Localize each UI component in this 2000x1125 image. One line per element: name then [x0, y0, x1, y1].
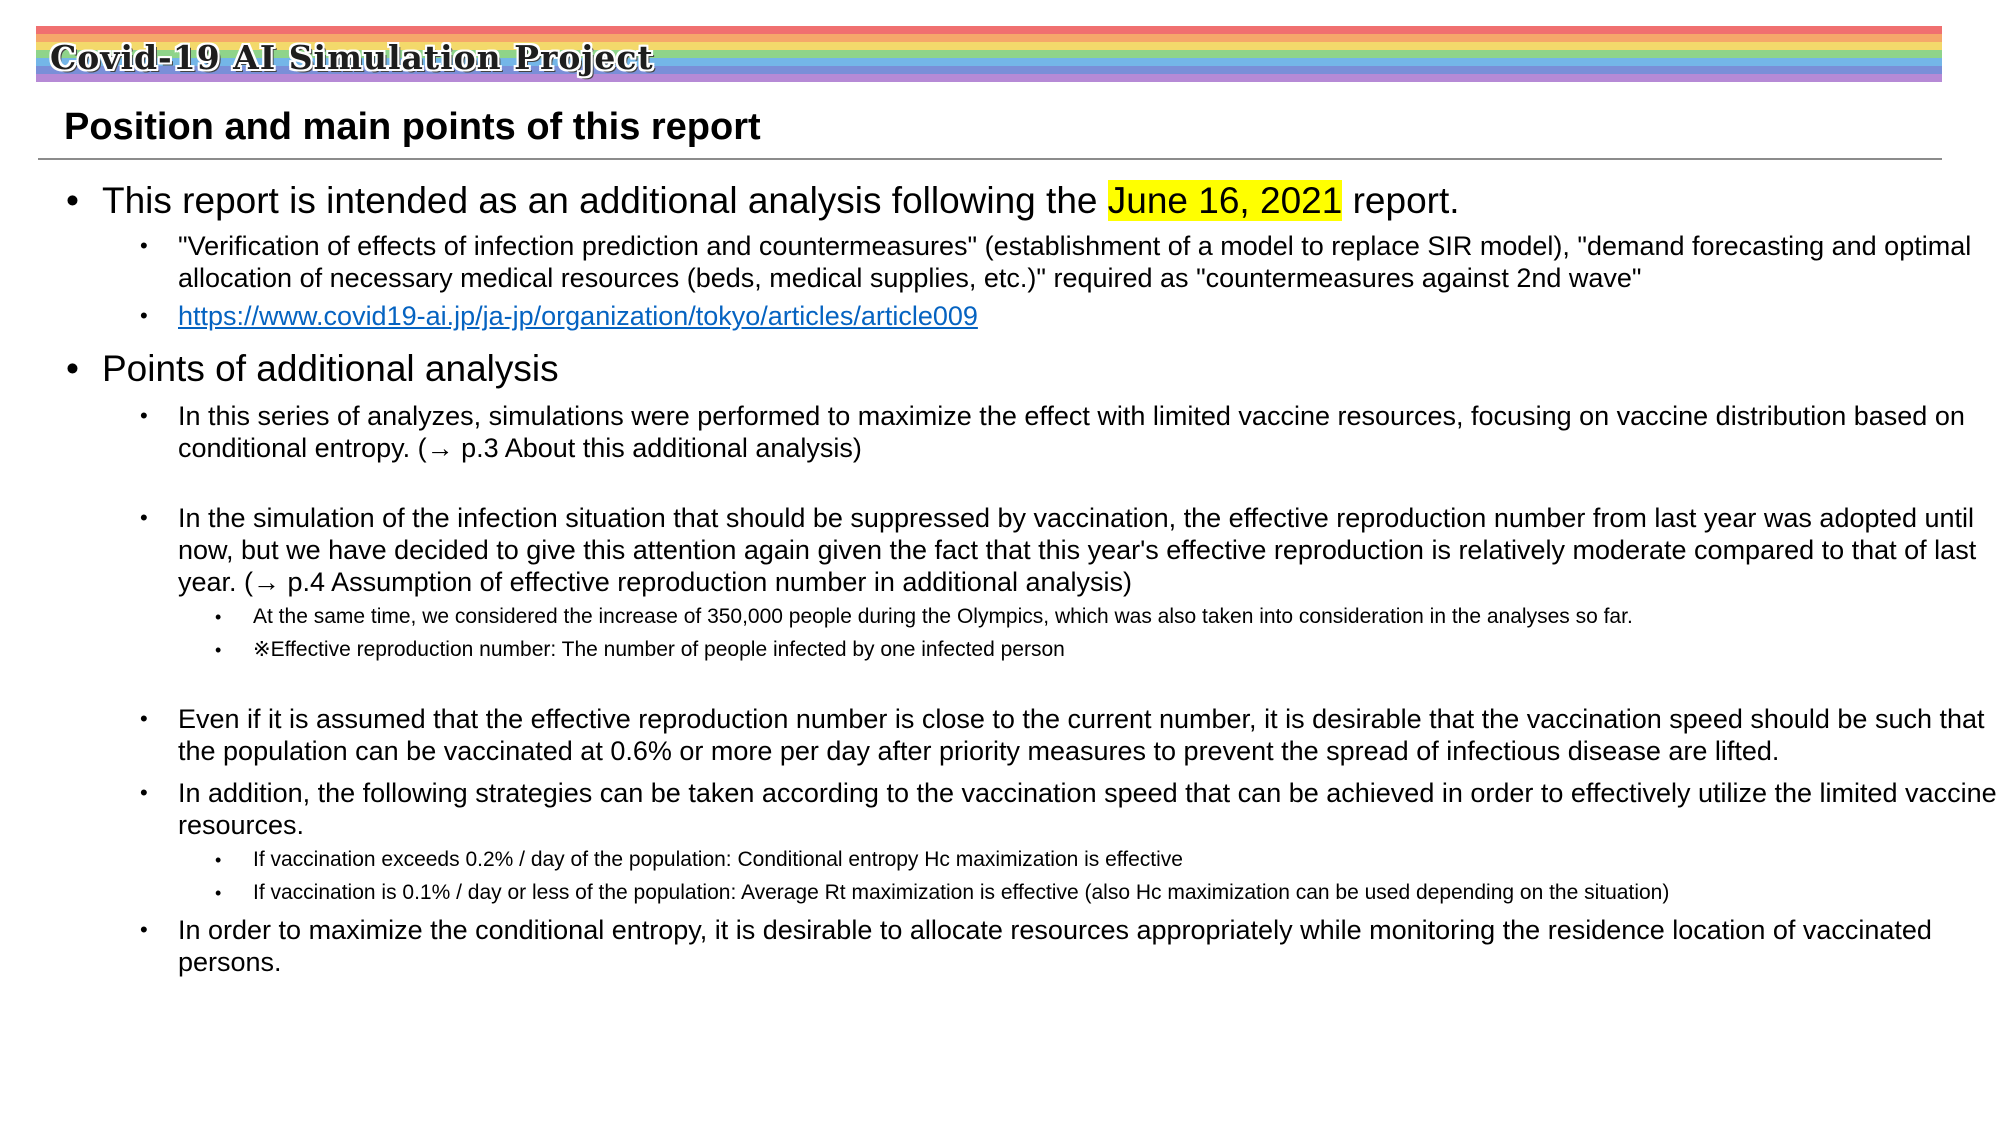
bullet-icon: •	[140, 505, 148, 530]
bullet-icon: •	[140, 780, 148, 805]
list-item-text: In this series of analyzes, simulations were performed to maximize the effect with limited vaccine resources, focusing on vaccine distribution based on conditional entropy. (→ p.3 About this additional analysis)	[178, 401, 1965, 463]
report-content	[60, 178, 1997, 978]
section-report-intent	[60, 178, 1960, 224]
title-divider	[38, 158, 1942, 160]
sub-list-item-text: ※Effective reproduction number: The number of people infected by one infected person	[253, 638, 1065, 661]
sub-list-item	[60, 602, 1960, 632]
section-additional-analysis	[60, 346, 1960, 392]
bullet-icon: •	[66, 180, 79, 221]
bullet-icon: •	[215, 883, 222, 903]
report-link[interactable]: https://www.covid19-ai.jp/ja-jp/organization/tokyo/articles/article009	[178, 301, 978, 331]
list-item	[60, 703, 2000, 767]
bullet-icon: •	[215, 640, 222, 660]
list-item	[60, 914, 2000, 978]
banner-title: Covid-19 AI Simulation Project	[50, 38, 654, 77]
list-item-text: "Verification of effects of infection prediction and countermeasures" (establishment of a model to replace SIR model), "demand forecasting and optimal allocation of necessary medical resources (beds, medical supplies, etc.)" required as "countermeasures against 2nd wave"	[178, 231, 1972, 293]
bullet-icon: •	[215, 850, 222, 870]
rainbow-banner	[36, 26, 1942, 90]
list-item	[60, 502, 2000, 598]
bullet-icon: •	[215, 607, 222, 627]
bullet-icon: •	[66, 348, 79, 389]
sub-list-item-text: If vaccination is 0.1% / day or less of the population: Average Rt maximization is effective (also Hc maximization can be used depending on the situation)	[253, 881, 1670, 904]
list-item	[60, 300, 2000, 332]
bullet-icon: •	[140, 403, 148, 428]
section-title: Points of additional analysis	[102, 348, 559, 389]
sub-list-item	[60, 878, 1960, 908]
sub-list-item	[60, 845, 1960, 875]
bullet-icon: •	[140, 706, 148, 731]
list-item-text: In order to maximize the conditional entropy, it is desirable to allocate resources appropriately while monitoring the residence location of vaccinated persons.	[178, 915, 1932, 977]
section-text-after: report.	[1342, 180, 1460, 221]
section-text-before: This report is intended as an additional analysis following the	[102, 180, 1108, 221]
bullet-icon: •	[140, 303, 148, 328]
bullet-icon: •	[140, 917, 148, 942]
list-item	[60, 230, 2000, 294]
banner-stripe-red	[36, 26, 1942, 34]
list-item-text: Even if it is assumed that the effective reproduction number is close to the current number, it is desirable that the vaccination speed should be such that the population can be vaccinated at 0.6% or more per day after priority measures to prevent the spread of infectious disease are lifted.	[178, 704, 1985, 766]
page-title: Position and main points of this report	[64, 106, 761, 148]
list-item-text: In addition, the following strategies can be taken according to the vaccination speed that can be achieved in order to effectively utilize the limited vaccine resources.	[178, 778, 1997, 840]
list-item	[60, 400, 2000, 464]
list-item-text: In the simulation of the infection situation that should be suppressed by vaccination, the effective reproduction number from last year was adopted until now, but we have decided to give this attention again given the fact that this year's effective reproduction is relatively moderate compared to that of last year. (→ p.4 Assumption of effective reproduction number in additional analysis)	[178, 503, 1977, 597]
highlighted-date: June 16, 2021	[1107, 180, 1343, 221]
sub-list-item-text: If vaccination exceeds 0.2% / day of the population: Conditional entropy Hc maximization is effective	[253, 848, 1183, 871]
sub-list-item-text: At the same time, we considered the increase of 350,000 people during the Olympics, which was also taken into consideration in the analyses so far.	[253, 605, 1633, 628]
list-item	[60, 777, 2000, 841]
bullet-icon: •	[140, 233, 148, 258]
sub-list-item	[60, 635, 1960, 665]
